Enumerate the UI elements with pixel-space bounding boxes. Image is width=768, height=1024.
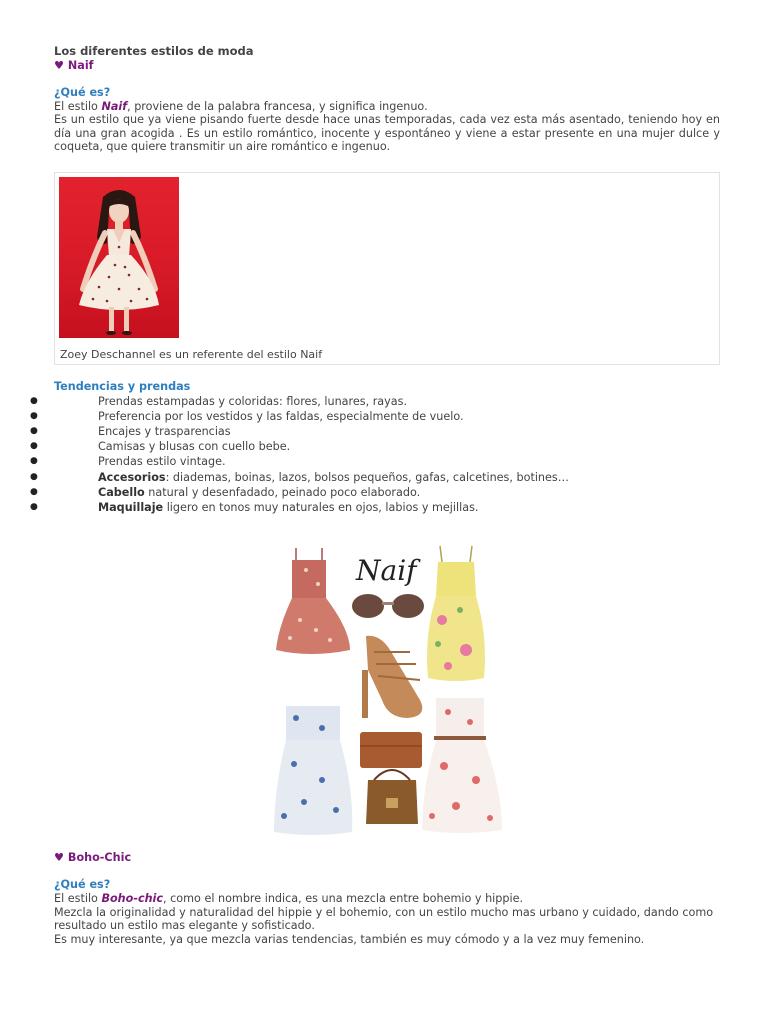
- naif-intro-prefix: El estilo: [54, 100, 102, 113]
- brown-satchel-icon: [366, 770, 418, 824]
- collage-illustration: [270, 540, 510, 840]
- list-item: Maquillaje ligero en tonos muy naturales en ojos, labios y mejillas.: [98, 501, 479, 514]
- subheading-que-es-boho: ¿Qué es?: [54, 878, 111, 891]
- naif-intro: [54, 100, 428, 113]
- bullet-dot: ●: [30, 456, 38, 466]
- zooey-photo: [59, 177, 179, 338]
- list-item: Prendas estilo vintage.: [98, 455, 226, 468]
- bullet-dot: ●: [30, 487, 38, 497]
- bullet-dot: ●: [30, 472, 38, 482]
- list-item: Encajes y trasparencias: [98, 425, 231, 438]
- bullet-dot: ●: [30, 396, 38, 406]
- figure-caption: Zoey Deschannel es un referente del estilo Naif: [60, 348, 323, 361]
- list-item: Cabello natural y desenfadado, peinado poco elaborado.: [98, 486, 421, 499]
- boho-intro-em: Boho-chic: [101, 892, 164, 905]
- woman-in-dress-illustration: [59, 177, 179, 338]
- bullet-dot: ●: [30, 502, 38, 512]
- list-item: Camisas y blusas con cuello bebe.: [98, 440, 291, 453]
- list-item: Accesorios: diademas, boinas, lazos, bolsos pequeños, gafas, calcetines, botines…: [98, 471, 569, 484]
- naif-paragraph: Es un estilo que ya viene pisando fuerte desde hace unas temporadas, cada vez esta más asentado, teniendo hoy en día una gran acogida . Es un estilo romántico, inocente y espontáneo y viene a estar presente en una mujer dulce y coqueta, que quiere transmitir un aire romántico e ingenuo.: [54, 113, 720, 153]
- naif-collage: [270, 540, 510, 840]
- subheading-que-es-naif: ¿Qué es?: [54, 86, 111, 99]
- yellow-floral-dress: [427, 546, 485, 681]
- boho-intro: [54, 892, 523, 905]
- bullet-dot: ●: [30, 441, 38, 451]
- boho-paragraph-1b: resultado un estilo mas elegante y sofisticado.: [54, 919, 315, 932]
- collage-label: Naif: [356, 554, 417, 587]
- page-title: Los diferentes estilos de moda: [54, 44, 254, 58]
- boho-paragraph-2: Es muy interesante, ya que mezcla varias tendencias, también es muy cómodo y a la vez muy femenino.: [54, 933, 645, 946]
- list-item: Preferencia por los vestidos y las faldas, especialmente de vuelo.: [98, 410, 464, 423]
- sunglasses-icon: [352, 594, 424, 618]
- section-heading-boho: ♥ Boho-Chic: [54, 851, 132, 864]
- white-floral-dress: [422, 698, 502, 833]
- boho-intro-prefix: El estilo: [54, 892, 102, 905]
- heels-shoe-icon: [362, 636, 422, 718]
- naif-intro-em: Naif: [101, 100, 128, 113]
- brown-clutch-icon: [360, 732, 422, 768]
- red-floral-dress: [276, 548, 350, 654]
- naif-intro-suffix: , proviene de la palabra francesa, y significa ingenuo.: [127, 100, 428, 113]
- boho-intro-suffix: , como el nombre indica, es una mezcla entre bohemio y hippie.: [163, 892, 524, 905]
- list-item: Prendas estampadas y coloridas: flores, lunares, rayas.: [98, 395, 408, 408]
- boho-paragraph-1a: Mezcla la originalidad y naturalidad del hippie y el bohemio, con un estilo mucho mas urbano y cuidado, dando como: [54, 906, 714, 919]
- section-heading-naif: ♥ Naif: [54, 59, 94, 72]
- figure-box: [54, 172, 720, 365]
- bullet-dot: ●: [30, 426, 38, 436]
- subheading-tendencias: Tendencias y prendas: [54, 380, 191, 393]
- blue-floral-dress: [274, 706, 352, 835]
- bullet-dot: ●: [30, 411, 38, 421]
